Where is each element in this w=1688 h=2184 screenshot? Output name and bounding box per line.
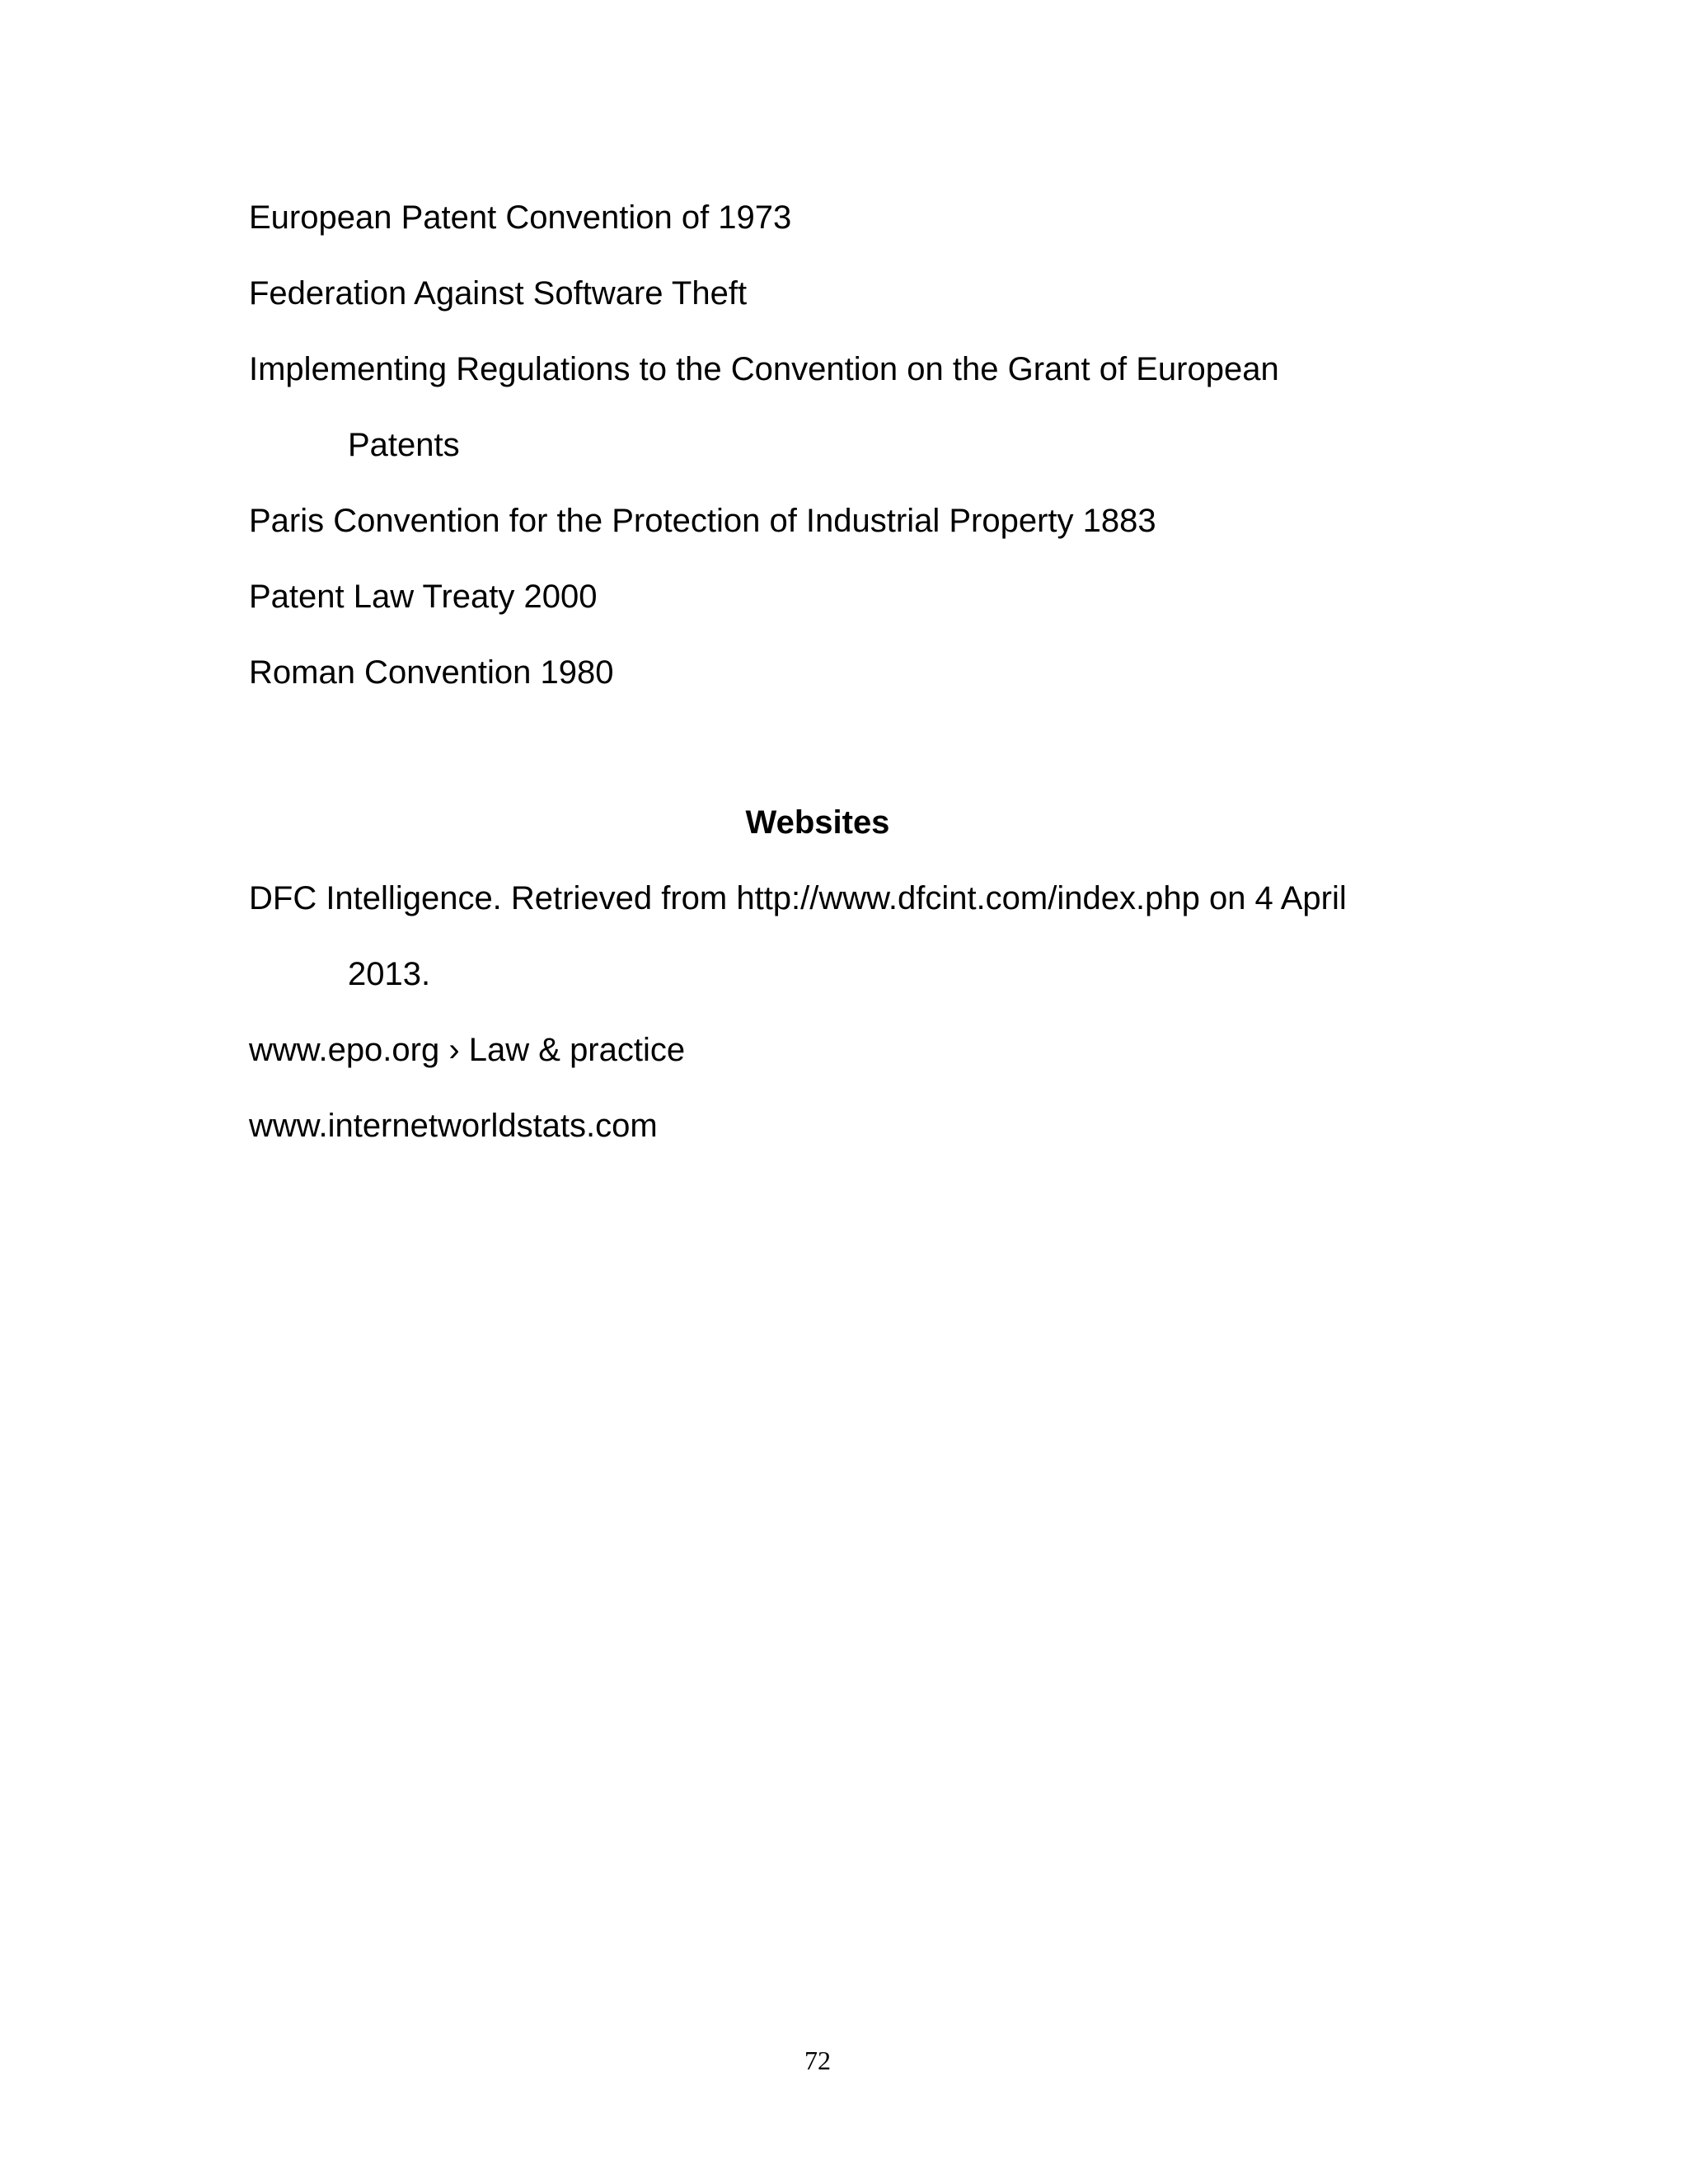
treaty-entry: Roman Convention 1980 (249, 654, 614, 691)
website-entry: DFC Intelligence. Retrieved from http://www.dfcint.com/index.php on 4 April (249, 880, 1347, 916)
website-entry: www.epo.org › Law & practice (249, 1032, 686, 1068)
section-heading-websites: Websites (745, 804, 890, 841)
treaty-entry: Patent Law Treaty 2000 (249, 579, 598, 615)
website-entry-continuation: 2013. (348, 956, 431, 992)
treaty-entry: Paris Convention for the Protection of Industrial Property 1883 (249, 503, 1156, 539)
page-number: 72 (804, 2046, 831, 2075)
treaty-entry: Federation Against Software Theft (249, 275, 748, 312)
treaty-entry: European Patent Convention of 1973 (249, 199, 792, 236)
website-entry: www.internetworldstats.com (249, 1108, 658, 1144)
treaty-entry-continuation: Patents (348, 427, 460, 463)
treaty-entry: Implementing Regulations to the Convention on the Grant of European (249, 351, 1279, 387)
